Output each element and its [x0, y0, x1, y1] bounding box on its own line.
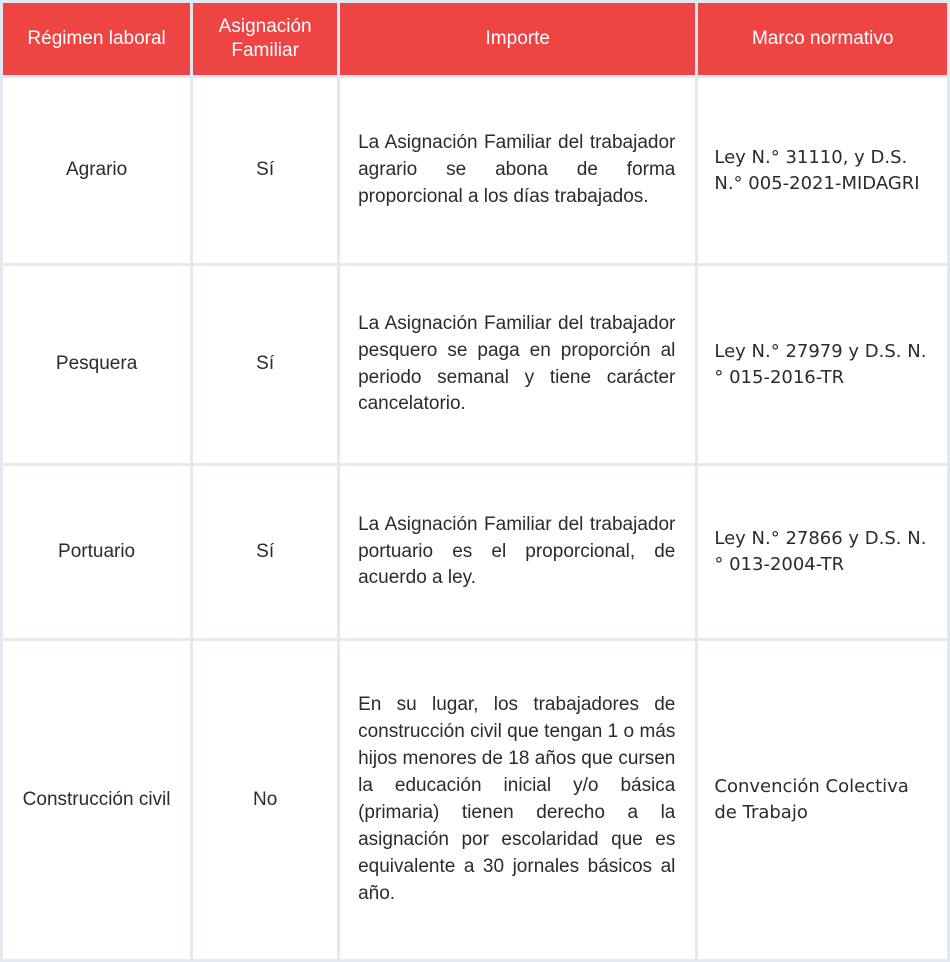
column-header-marco-normativo: Marco normativo	[698, 3, 947, 75]
cell-marco-normativo: Ley N.° 27866 y D.S. N.° 013-2004-TR	[698, 466, 947, 638]
cell-asignacion: No	[193, 641, 337, 959]
cell-regimen: Construcción civil	[3, 641, 190, 959]
table-header-row	[3, 3, 947, 75]
cell-marco-normativo: Ley N.° 27979 y D.S. N.° 015-2016-TR	[698, 266, 947, 463]
table-body	[3, 78, 947, 959]
table-row	[3, 78, 947, 263]
table-row	[3, 266, 947, 463]
cell-asignacion: Sí	[193, 266, 337, 463]
cell-importe: La Asignación Familiar del trabajador pesquero se paga en proporción al periodo semanal y tiene carácter cancelatorio.	[340, 266, 695, 463]
cell-importe: La Asignación Familiar del trabajador portuario es el proporcional, de acuerdo a ley.	[340, 466, 695, 638]
cell-regimen: Agrario	[3, 78, 190, 263]
table-row	[3, 641, 947, 959]
column-header-asignacion-familiar: Asignación Familiar	[193, 3, 337, 75]
cell-asignacion: Sí	[193, 78, 337, 263]
cell-regimen: Pesquera	[3, 266, 190, 463]
column-header-importe: Importe	[340, 3, 695, 75]
cell-importe: La Asignación Familiar del trabajador agrario se abona de forma proporcional a los días trabajados.	[340, 78, 695, 263]
table-row	[3, 466, 947, 638]
table-header	[3, 3, 947, 75]
column-header-regimen-laboral: Régimen laboral	[3, 3, 190, 75]
cell-regimen: Portuario	[3, 466, 190, 638]
cell-marco-normativo: Ley N.° 31110, y D.S. N.° 005-2021-MIDAGRI	[698, 78, 947, 263]
cell-asignacion: Sí	[193, 466, 337, 638]
cell-marco-normativo: Convención Colectiva de Trabajo	[698, 641, 947, 959]
cell-importe: En su lugar, los trabajadores de construcción civil que tengan 1 o más hijos menores de 18 años que cursen la educación inicial y/o básica (primaria) tienen derecho a la asignación por escolaridad que es equivalente a 30 jornales básicos al año.	[340, 641, 695, 959]
